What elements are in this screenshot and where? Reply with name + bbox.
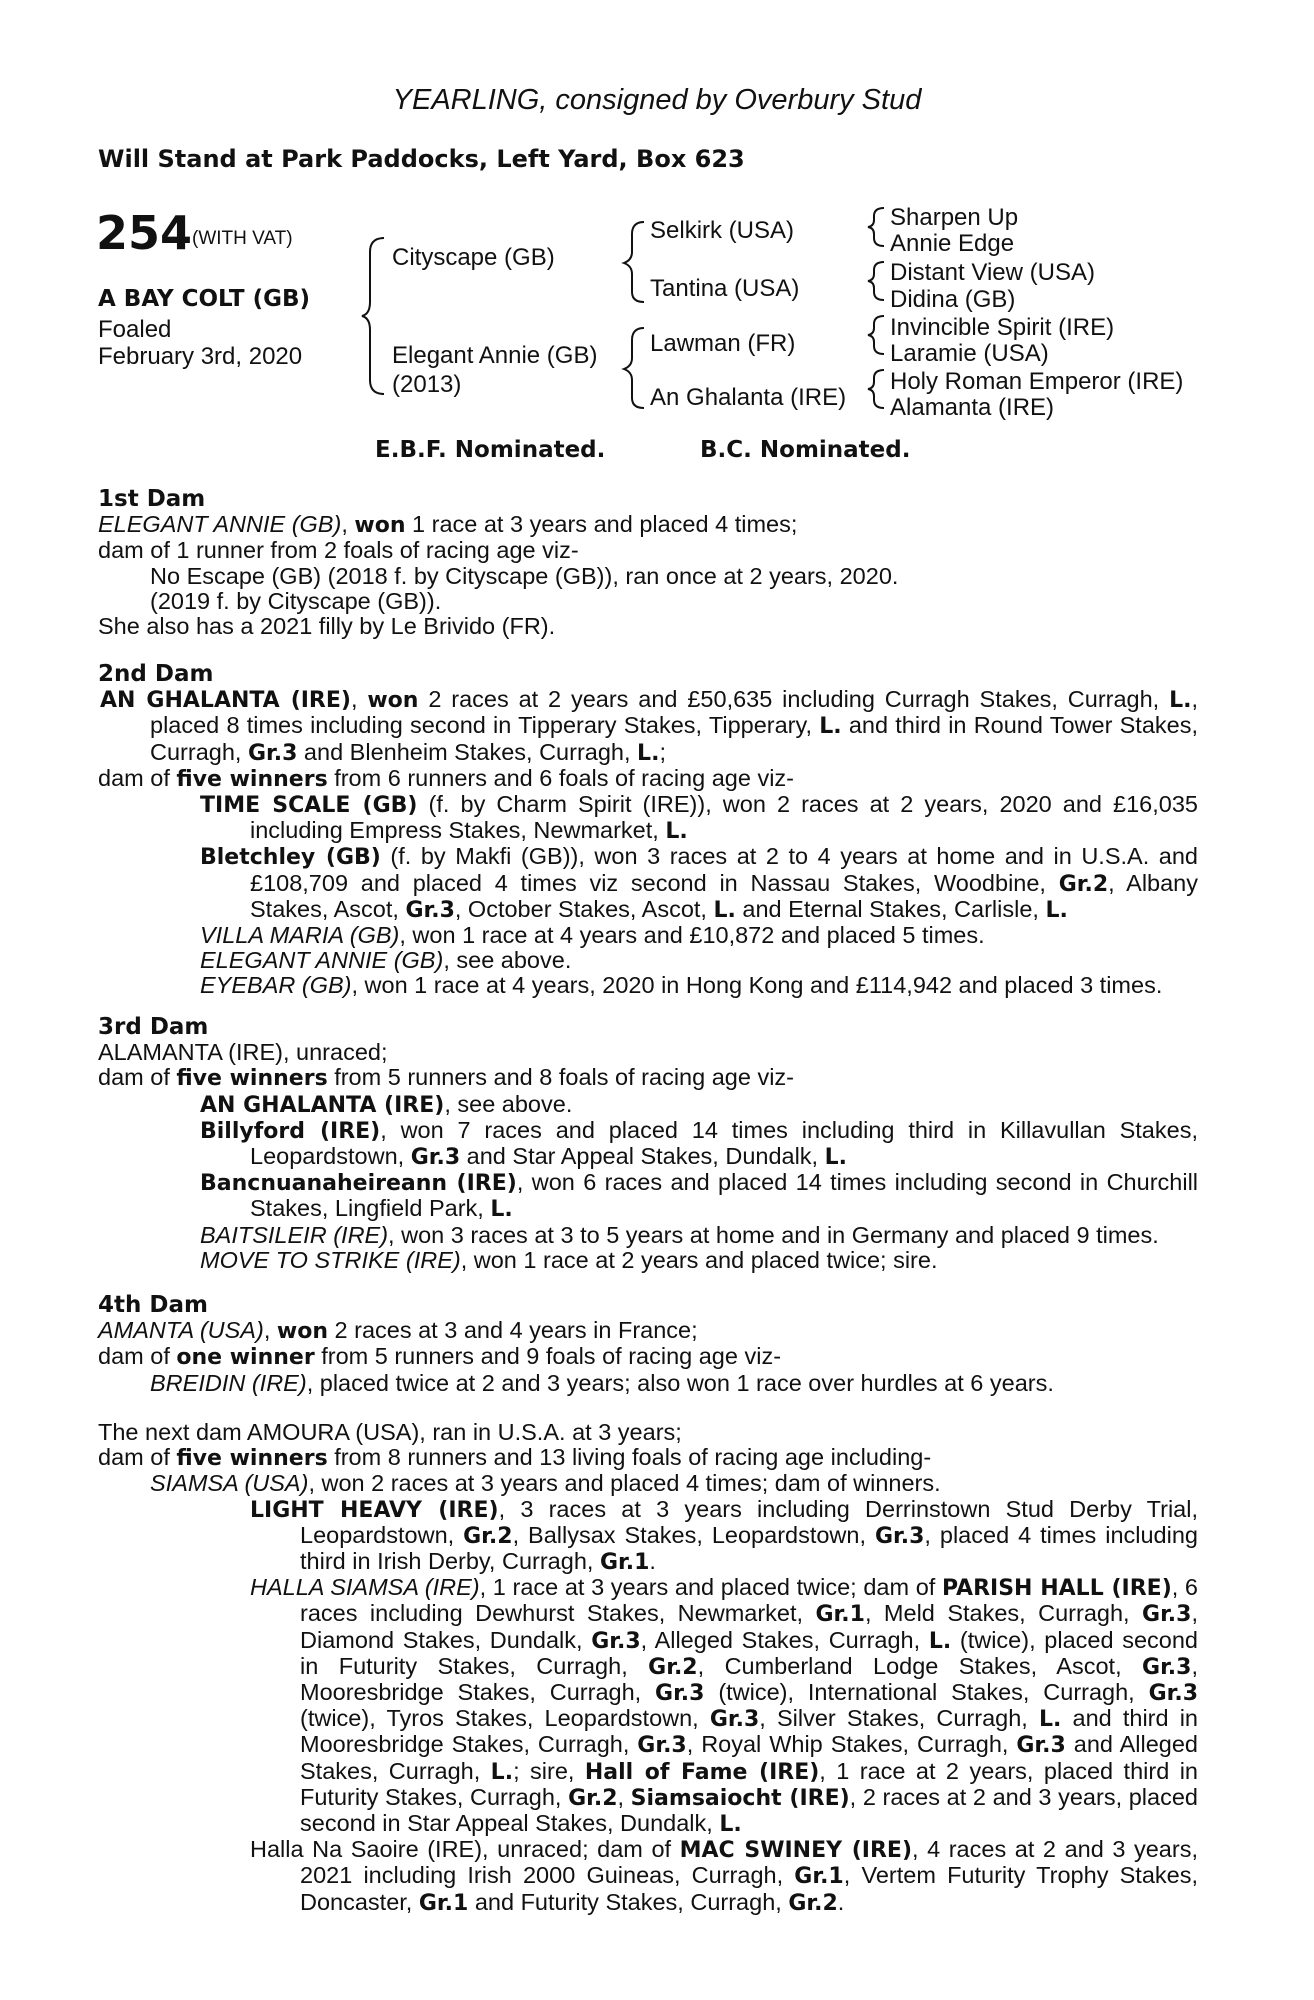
text: dam of [98, 1343, 177, 1370]
horse-name: MAC SWINEY (IRE) [679, 1838, 912, 1864]
text: (f. by Makfi (GB)), won 3 races at 2 to 4 years at home and in U.S.A. and £108,709 and placed 4 times viz second in Nassau Stakes, Woodbine, [250, 843, 1198, 896]
produce-item [98, 948, 1198, 973]
produce-item [98, 1092, 1198, 1118]
text: . [649, 1548, 656, 1575]
text: , 4 races at 2 and 3 years, 2021 including Irish 2000 Guineas, Curragh, [300, 1836, 1198, 1889]
grade: Gr.3 [247, 740, 298, 766]
text: , 3 races at 3 years including Derrinstown Stud Derby Trial, Leopardstown, [300, 1495, 1198, 1548]
text: (f. by Charm Spirit (IRE)), won 2 races at 2 years, 2020 and £16,035 including Empress Stakes, Newmarket, [250, 791, 1198, 844]
produce-item [98, 1575, 1198, 1837]
produce-item: No Escape (GB) (2018 f. by Cityscape (GB)), ran once at 2 years, 2020. [150, 562, 899, 589]
dam-name: Elegant Annie (GB) [392, 342, 598, 369]
horse-name: MOVE TO STRIKE (IRE) [200, 1246, 461, 1273]
text: dam of [98, 1444, 177, 1471]
text: , won 3 races at 3 to 5 years at home and in Germany and placed 9 times. [388, 1221, 1159, 1248]
text: , 1 race at 3 years and placed twice; dam of [479, 1574, 942, 1601]
bold-text: five winners [176, 1066, 328, 1092]
produce-item [98, 1471, 1198, 1496]
dam-record [98, 1318, 1198, 1344]
text: , won 6 races and placed 14 times including second in Churchill Stakes, Lingfield Park, [250, 1169, 1199, 1222]
note-line: She also has a 2021 filly by Le Brivido (FR). [98, 613, 556, 640]
horse-name: EYEBAR (GB) [200, 972, 352, 999]
grade: Gr.3 [591, 1628, 641, 1654]
text: , Cumberland Lodge Stakes, Ascot, [697, 1652, 1143, 1679]
text: . [837, 1888, 845, 1915]
text: and Futurity Stakes, Curragh, [468, 1888, 789, 1915]
grade: Gr.2 [648, 1654, 698, 1680]
produce-line: dam of 1 runner from 2 foals of racing age viz- [98, 537, 579, 564]
grade: L. [1038, 1707, 1062, 1733]
text: , see above. [444, 1090, 573, 1117]
text: , Royal Whip Stakes, Curragh, [686, 1731, 1017, 1758]
horse-name: ELEGANT ANNIE (GB) [200, 947, 444, 974]
text: , see above. [443, 947, 572, 974]
produce-line [98, 1065, 1198, 1091]
grade: L. [824, 1145, 848, 1171]
horse-name: AN GHALANTA (IRE) [200, 1092, 445, 1118]
grade: Gr.1 [794, 1864, 844, 1890]
horse-name: Hall of Fame (IRE) [584, 1759, 820, 1785]
horse-name: AN GHALANTA (IRE) [100, 688, 351, 714]
bold-text: won [367, 688, 419, 714]
horse-name: TIME SCALE (GB) [200, 793, 418, 819]
horse-name: LIGHT HEAVY (IRE) [250, 1497, 499, 1523]
text: , won 1 race at 4 years and £10,872 and placed 5 times. [399, 922, 985, 949]
text: , won 7 races and placed 14 times including third in Killavullan Stakes, Leopardstown, [250, 1116, 1198, 1170]
grade: L. [928, 1628, 952, 1654]
produce-item: (2019 f. by Cityscape (GB)). [150, 587, 442, 614]
gen3-7: Holy Roman Emperor (IRE) [890, 368, 1184, 395]
bold-text: won [276, 1319, 328, 1345]
text: , Albany Stakes, Ascot, [250, 869, 1198, 922]
sire-dam: Tantina (USA) [650, 275, 800, 302]
text: , won 1 race at 2 years and placed twice; sire. [460, 1246, 938, 1273]
gen3-5: Invincible Spirit (IRE) [890, 314, 1115, 341]
text: and Eternal Stakes, Carlisle, [735, 895, 1046, 922]
dam-year: (2013) [392, 371, 462, 398]
grade: L. [490, 1197, 513, 1223]
bold-text: five winners [176, 766, 328, 792]
grade: L. [1045, 897, 1068, 923]
grade: L. [637, 740, 660, 766]
gen3-2: Annie Edge [890, 230, 1015, 257]
text: (twice), International Stakes, Curragh, [704, 1679, 1149, 1706]
bold-text: one winner [176, 1345, 315, 1371]
text: , Alleged Stakes, Curragh, [640, 1626, 929, 1653]
text: , Ballysax Stakes, Leopardstown, [512, 1521, 875, 1548]
section-heading: 1st Dam [98, 486, 206, 512]
dam-record: The next dam AMOURA (USA), ran in U.S.A. at 3 years; [98, 1419, 682, 1445]
third-dam-section [98, 1015, 1198, 1273]
text: , Vertem Futurity Trophy Stakes, Doncaster, [300, 1862, 1199, 1915]
text: from 8 runners and 13 living foals of racing age including- [327, 1444, 932, 1471]
grade: Gr.2 [463, 1523, 513, 1549]
text: 2 races at 3 and 4 years in France; [327, 1317, 698, 1344]
horse-name: BREIDIN (IRE) [150, 1369, 307, 1396]
text: , Meld Stakes, Curragh, [864, 1600, 1143, 1627]
text: , 6 races including Dewhurst Stakes, Newmarket, [300, 1574, 1198, 1627]
grade: L. [819, 714, 842, 740]
produce-item [98, 973, 1198, 998]
gen3-8: Alamanta (IRE) [890, 394, 1055, 421]
text: from 5 runners and 9 foals of racing age viz- [314, 1343, 782, 1370]
next-dam-section [98, 1420, 1198, 1916]
grade: Gr.1 [418, 1890, 469, 1916]
text: from 6 runners and 6 foals of racing age viz- [327, 764, 794, 791]
text: (twice), Tyros Stakes, Leopardstown, [300, 1705, 710, 1732]
grade: Gr.3 [1142, 1602, 1192, 1628]
text: , [350, 686, 368, 713]
produce-item [98, 792, 1198, 844]
horse-name: VILLA MARIA (GB) [200, 922, 400, 949]
section-heading: 3rd Dam [98, 1014, 209, 1040]
text: , won 1 race at 4 years, 2020 in Hong Kong and £114,942 and placed 3 times. [351, 972, 1163, 999]
text: (twice), placed second in Futurity Stakes, Curragh, [300, 1626, 1198, 1679]
produce-item [98, 923, 1198, 948]
produce-item [98, 1497, 1198, 1576]
text: , [263, 1317, 277, 1344]
ebf-nominated: E.B.F. Nominated. [375, 437, 606, 463]
text: dam of [98, 764, 177, 791]
gen3-1: Sharpen Up [890, 204, 1019, 231]
lot-description: A BAY COLT (GB) [98, 286, 311, 312]
produce-item [98, 1248, 1198, 1273]
horse-name: ELEGANT ANNIE (GB) [98, 511, 342, 538]
produce-item [98, 1371, 1198, 1396]
produce-item [98, 1837, 1198, 1916]
text: ; [659, 738, 666, 765]
page-title: YEARLING, consigned by Overbury Stud [392, 84, 922, 116]
produce-item [98, 1223, 1198, 1248]
text: , won 2 races at 3 years and placed 4 times; dam of winners. [308, 1470, 941, 1497]
text: 1 race at 3 years and placed 4 times; [405, 511, 798, 538]
dam-sire: Lawman (FR) [650, 330, 796, 357]
text: ; sire, [513, 1757, 585, 1784]
horse-name: SIAMSA (USA) [150, 1470, 309, 1497]
grade: Gr.2 [788, 1890, 838, 1916]
grade: L. [490, 1759, 514, 1785]
text: , Mooresbridge Stakes, Curragh, [300, 1652, 1198, 1706]
fourth-dam-section [98, 1293, 1198, 1396]
grade: Gr.2 [568, 1785, 618, 1811]
foaled-date: February 3rd, 2020 [98, 343, 303, 370]
horse-name: Bletchley (GB) [200, 845, 381, 871]
grade: Gr.3 [709, 1707, 760, 1733]
produce-line [98, 1344, 1198, 1370]
text: , 2 races at 2 and 3 years, placed second in Star Appeal Stakes, Dundalk, [300, 1783, 1198, 1837]
bold-text: five winners [176, 1446, 328, 1472]
grade: Gr.3 [1016, 1733, 1066, 1759]
grade: L. [665, 819, 688, 845]
grade: L. [719, 1812, 742, 1838]
lot-number: 254 [96, 206, 193, 260]
text: , 1 race at 2 years, placed third in Futurity Stakes, Curragh, [300, 1757, 1198, 1810]
grade: L. [713, 897, 736, 923]
dam-record [98, 687, 1198, 766]
grade: Gr.3 [405, 897, 455, 923]
grade: Gr.1 [599, 1550, 650, 1576]
dam-line [98, 512, 1198, 538]
first-dam-section [98, 487, 1198, 639]
text: , Silver Stakes, Curragh, [759, 1705, 1039, 1732]
grade: Gr.3 [410, 1145, 461, 1171]
text: and third in Mooresbridge Stakes, Curragh, [300, 1705, 1198, 1758]
grade: Gr.1 [815, 1602, 865, 1628]
horse-name: HALLA SIAMSA (IRE) [250, 1574, 480, 1601]
text: and Blenheim Stakes, Curragh, [297, 738, 638, 765]
grade: Gr.3 [655, 1681, 705, 1707]
produce-line [98, 1445, 1198, 1471]
gen3-6: Laramie (USA) [890, 340, 1049, 367]
text: and Star Appeal Stakes, Dundalk, [460, 1143, 825, 1170]
horse-name: PARISH HALL (IRE) [941, 1576, 1172, 1602]
grade: Gr.3 [1142, 1654, 1192, 1680]
second-dam-section [98, 662, 1198, 999]
text: , placed twice at 2 and 3 years; also won 1 race over hurdles at 6 years. [306, 1369, 1054, 1396]
text: from 5 runners and 8 foals of racing age viz- [327, 1064, 794, 1091]
vat-note: (WITH VAT) [192, 228, 293, 249]
text: , placed 4 times including third in Irish Derby, Curragh, [300, 1521, 1198, 1575]
horse-name: AMANTA (USA) [98, 1317, 264, 1344]
text: and Alleged Stakes, Curragh, [300, 1731, 1198, 1784]
grade: Gr.2 [1058, 871, 1109, 897]
horse-name: BAITSILEIR (IRE) [200, 1221, 389, 1248]
text: , [341, 511, 355, 538]
section-heading: 2nd Dam [98, 661, 214, 687]
grade: Gr.3 [874, 1523, 925, 1549]
text: , Diamond Stakes, Dundalk, [300, 1600, 1198, 1653]
produce-item [98, 844, 1198, 923]
bc-nominated: B.C. Nominated. [700, 437, 911, 463]
sire-sire: Selkirk (USA) [650, 217, 795, 244]
produce-item [98, 1118, 1198, 1170]
grade: Gr.3 [637, 1733, 687, 1759]
text: Halla Na Saoire (IRE), unraced; dam of [250, 1836, 680, 1863]
horse-name: Billyford (IRE) [200, 1118, 381, 1144]
stand-location: Will Stand at Park Paddocks, Left Yard, Box 623 [98, 145, 745, 173]
text: 2 races at 2 years and £50,635 including Curragh Stakes, Curragh, [418, 686, 1170, 713]
sire-name: Cityscape (GB) [392, 244, 555, 271]
section-heading: 4th Dam [98, 1292, 208, 1318]
dam-record: ALAMANTA (IRE), unraced; [98, 1039, 388, 1066]
produce-item [98, 1170, 1198, 1222]
text: , placed 8 times including second in Tipperary Stakes, Tipperary, [150, 686, 1198, 739]
produce-line [98, 766, 1198, 792]
text: and third in Round Tower Stakes, Curragh, [150, 712, 1198, 765]
grade: Gr.3 [1148, 1681, 1198, 1707]
gen3-4: Didina (GB) [890, 286, 1016, 313]
grade: L. [1169, 688, 1192, 714]
text: , [617, 1783, 631, 1810]
horse-name: Bancnuanaheireann (IRE) [200, 1171, 517, 1197]
gen3-3: Distant View (USA) [890, 259, 1095, 286]
dam-dam: An Ghalanta (IRE) [650, 384, 847, 411]
bold-text: won [354, 513, 406, 539]
foaled-label: Foaled [98, 316, 172, 343]
text: , October Stakes, Ascot, [454, 895, 714, 922]
horse-name: Siamsaiocht (IRE) [630, 1785, 850, 1811]
text: dam of [98, 1064, 177, 1091]
